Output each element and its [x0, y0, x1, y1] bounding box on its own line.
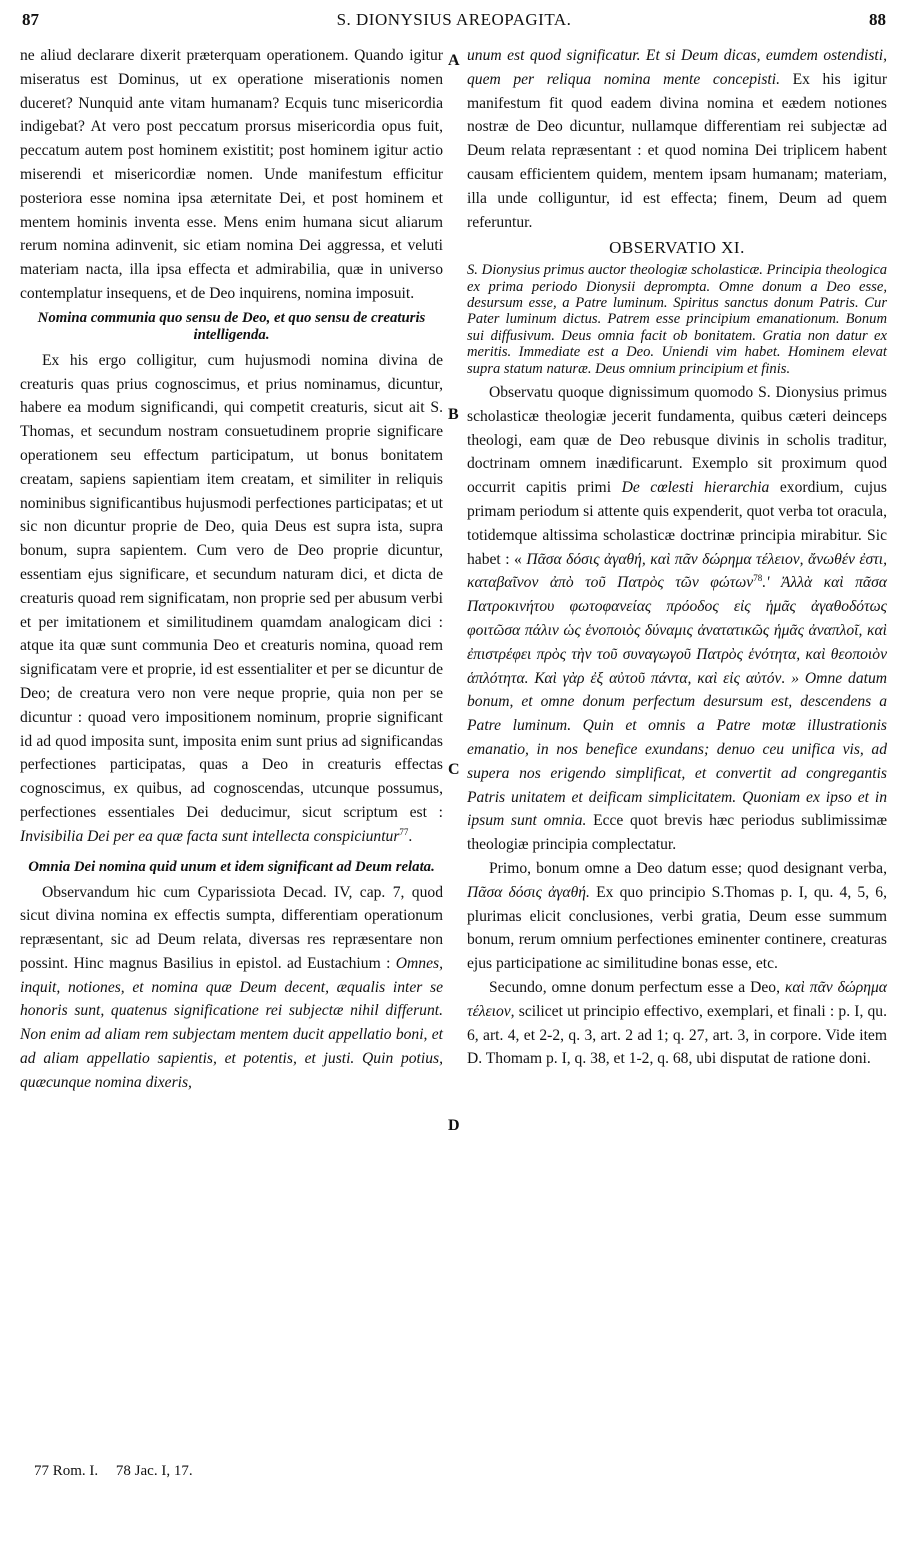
paragraph: Observandum hic cum Cyparissiota Decad. IV, cap. 7, quod sicut divina nomina ex effectis sumpta, differentiam operationum repræsentant, sic ad Deum relata, diversas res repræsentare non possint. Hinc magnus Basilius in epistol. ad Eustachium : Omnes, inquit, notiones, et nomina quæ Deum decent, æqualis inter se honoris sunt, quatenus significatione rei subjectæ nihil differunt. Non enim ad aliam rem subjectam mentem ducit appellatio boni, et ad aliam appellatio sapientis, et potentis, et justi. Quin potius, quæcunque nomina dixeris,	[20, 883, 443, 1091]
footnotes	[34, 1463, 207, 1480]
running-title: S. DIONYSIUS AREOPAGITA.	[336, 10, 572, 29]
footnote-ref: 78	[753, 573, 763, 584]
work-title: De cœlesti hierarchia	[621, 479, 770, 497]
latin-translation: Omne datum bonum, et omne donum perfectum desursum est, descendens a Patre luminum. Quin et omnis a Patre motæ illustrationis emanatio, in nos benefice exundans; denuo ceu unifica vis, ad supera nos erigendo simplificat, et convertit ad congregantis Patris unitatem et deificam simplicitatem. Quoniam ex ipso et in ipsum sunt omnia.	[467, 669, 888, 830]
observation-summary: S. Dionysius primus auctor theologiæ scholasticæ. Principia theologica ex prima periodo Dionysii deprompta. Omne donum a Deo esse, desursum esse, a Patre luminum. Spiritus sanctus donum Patris. Cur Pater luminum dictus. Patrem esse principium emanationum. Bonum sui diffusivum. Deus omnia facit ob bonitatem. Gratia non datur ex meritis. Immediate est a Deo. Uniendi vim habet. Hominem elevat supra statum naturæ. Deus omnium principium et finis.	[467, 262, 887, 377]
greek-quote: καὶ πᾶν δώρημα τέλειον,	[467, 978, 887, 1020]
greek-quote: Πᾶσα δόσις ἀγαθή.	[467, 883, 590, 901]
quotation: Omnes, inquit, notiones, et nomina quæ Deum decent, æqualis inter se honoris sunt, quatenus significatione rei subjectæ nihil differunt. Non enim ad aliam rem subjectam mentem ducit appellatio boni, et ad aliam appellatio sapientis, et potentis, et justi. Quin potius, quæcunque nomina dixeris,	[20, 954, 443, 1091]
margin-letter-d: D	[448, 1117, 460, 1134]
page-number-right: 88	[869, 10, 886, 29]
margin-letter-c: C	[448, 761, 460, 778]
footnote-77: 77 Rom. I.	[34, 1463, 99, 1479]
paragraph: Primo, bonum omne a Deo datum esse; quod designant verba, Πᾶσα δόσις ἀγαθή. Ex quo principio S.Thomas p. I, qu. 4, 5, 6, plurimas elicit conclusiones, verbi gratia, Deum esse summum bonum, rerum omnium perfectiones eminenter continere, creaturas ejus participatione ac similitudine bonas esse, etc.	[467, 859, 887, 973]
paragraph: Observatu quoque dignissimum quomodo S. Dionysius primus scholasticæ theologiæ jecerit fundamenta, quibus cæteri deinceps theologi, eam quæ de Deo rebusque divinis in scholis traditur, doctrinam omnem inædificarunt. Exemplo sit proximum quod occurrit capitis primi De cœlesti hierarchia exordium, cujus primam periodum si attente quis expenderit, quot verba tot oracula, totidemque altissima scholasticæ doctrinæ principia mirabitur. Sic habet : « Πᾶσα δόσις ἀγαθή, καὶ πᾶν δώρημα τέλειον, ἄνωθέν ἐστι, καταβαῖνον ἀπὸ τοῦ Πατρὸς τῶν φώτων$^{78}$.' Ἀλλὰ καὶ πᾶσα Πατροκινήτου φωτοφανείας πρόοδος εἰς ἡμᾶς ἀγαθοδότως φοιτῶσα πάλιν ὡς ἑνοποιὸς δύναμις ἀνατατικῶς ἡμᾶς ἀναπλοῖ, καὶ ἐπιστρέφει πρὸς τὴν τοῦ συναγωγοῦ Πατρὸς ἑνότητα, καὶ θεοποιὸν ἁπλότητα. Καὶ γὰρ ἐξ αὐτοῦ πάντα, καὶ εἰς αὐτόν. » Omne datum bonum, et omne donum perfectum desursum est, descendens a Patre luminum. Quin et omnis a Patre motæ illustrationis emanatio, in nos benefice exundans; denuo ceu unifica vis, ad supera nos erigendo simplificat, et convertit ad congregantis Patris unitatem et deificam simplicitatem. Quoniam ex ipso et in ipsum sunt omnia. Ecce quot brevis hæc periodus sublimissimæ theologiæ principia complectatur.	[467, 384, 888, 854]
page-header	[22, 10, 886, 36]
scripture-quote: Invisibilia Dei per ea quæ facta sunt intellecta conspiciuntur	[20, 827, 400, 845]
quotation: unum est quod significatur. Et si Deum dicas, eumdem ostendisti, quem per reliqua nomina mente concepisti.	[467, 47, 887, 88]
paragraph: ne aliud declarare dixerit præterquam operationem. Quando igitur miseratus est Dominus, ut ex operatione miserationis nomen duceret? Nunquid ante vitam humanam? Ecquis tunc misericordia indigebat? At vero post peccatum prorsus misericordia opus fuit, peccatum autem post hominem existitit; post hominem igitur actio miserendi et misericordiæ nomen. Unde manifestum efficitur posteriora esse nomina ipsa æternitate Dei, et post hominem et mentem hominis inventa esse. Mens enim humana sicut aliarum rerum nomina adinvenit, sic etiam nomina Dei aggressa, et veluti materiam nacta, illa ipsa effecta et admirabilia, quæ in universo contemplatur insequens, et de Deo inquirens, nomina imposuit.	[20, 47, 443, 302]
paragraph: Secundo, omne donum perfectum esse a Deo, καὶ πᾶν δώρημα τέλειον, scilicet ut principio effectivo, exemplari, et finali : p. I, qu. 6, art. 4, et 2-2, q. 3, art. 2 ad 1; q. 27, art. 3, in corpore. Vide item D. Thomam p. I, q. 38, et 1-2, q. 68, ubi disputat de ratione doni.	[467, 978, 887, 1068]
footnote-78: 78 Jac. I, 17.	[115, 1463, 193, 1479]
left-column	[20, 44, 443, 1095]
paragraph: Ex his ergo colligitur, cum hujusmodi nomina divina de creaturis quas prius cognoscimus, et prius nominamus, dicuntur, habere ea modum significandi, qui competit creaturis, sicut ait S. Thomas, et secundum nostram consuetudinem proprie significare operationem seu effectum participatum, ut bonus bonitatem creatam, sapiens sapientiam item creatam, et similiter in reliquis nominibus significantibus hujusmodi perfectiones participatas; et ut sic non dicuntur proprie de Deo, quia Deus est supra ista, supra bonum, supra sapientem. Cum vero de Deo proprie dicuntur, essentiam ejus significare, et secundum naturam dici, et dicta de creaturis quoad rem significatam, non proprie sed per abusum verbi et per imitationem et similitudinem quamdam analogicam dici : atque ita quæ sunt communia Deo et creaturis nomina, quoad rem significatam vere et proprie, id est essentialiter et per se dicuntur de Deo; de creatura vero non vere neque proprie, quia non per se dicuntur : quoad vero impositionem nominum, proprie significant id ad quod imposita sunt, imposita enim sunt prius ad significandas perfectiones participatas, quas a Deo in creaturis effectas cognoscimus, ex quibus, ad cognoscendas, utcunque possumus, perfectiones essentiales Dei deducimur, sicut scriptum est : Invisibilia Dei per ea quæ facta sunt intellecta conspiciuntur$^{77}$.	[20, 351, 443, 845]
footnote-ref: 77	[399, 826, 409, 837]
observation-title: OBSERVATIO XI.	[609, 238, 745, 258]
greek-quote: Πᾶσα δόσις ἀγαθή, καὶ πᾶν δώρημα τέλειον, ἄνωθέν ἐστι, καταβαῖνον ἀπὸ τοῦ Πατρὸς τῶν φώτων	[467, 550, 888, 592]
section-heading: Omnia Dei nomina quid unum et idem significant ad Deum relata.	[28, 858, 435, 875]
greek-quote: .' Ἀλλὰ καὶ πᾶσα Πατροκινήτου φωτοφανείας πρόοδος εἰς ἡμᾶς ἀγαθοδότως φοιτῶσα πάλιν ὡς ἑνοποιὸς δύναμις ἀνατατικῶς ἡμᾶς ἀναπλοῖ, καὶ ἐπιστρέφει πρὸς τὴν τοῦ συναγωγοῦ Πατρὸς ἑνότητα, καὶ θεοποιὸν ἁπλότητα. Καὶ γὰρ ἐξ αὐτοῦ πάντα, καὶ εἰς αὐτόν. »	[467, 574, 887, 687]
paragraph: unum est quod significatur. Et si Deum dicas, eumdem ostendisti, quem per reliqua nomina mente concepisti. Ex his igitur manifestum fit quod eadem divina nomina et eædem notiones nostræ de Deo dicuntur, nullamque differentiam rei subjectæ ad Deum relata repræsentant : et quod nomina Dei triplicem habent causam efficientem quidem, mentem ipsam humanam; materiam, illa unde colliguntur, id est effecta; finem, Deum ad quem referuntur.	[467, 47, 888, 231]
section-heading: Nomina communia quo sensu de Deo, et quo sensu de creaturis intelligenda.	[37, 309, 426, 343]
margin-letter-b: B	[448, 406, 459, 423]
right-column	[467, 44, 887, 1071]
page-number-left: 87	[22, 10, 39, 29]
margin-letter-a: A	[448, 52, 460, 69]
